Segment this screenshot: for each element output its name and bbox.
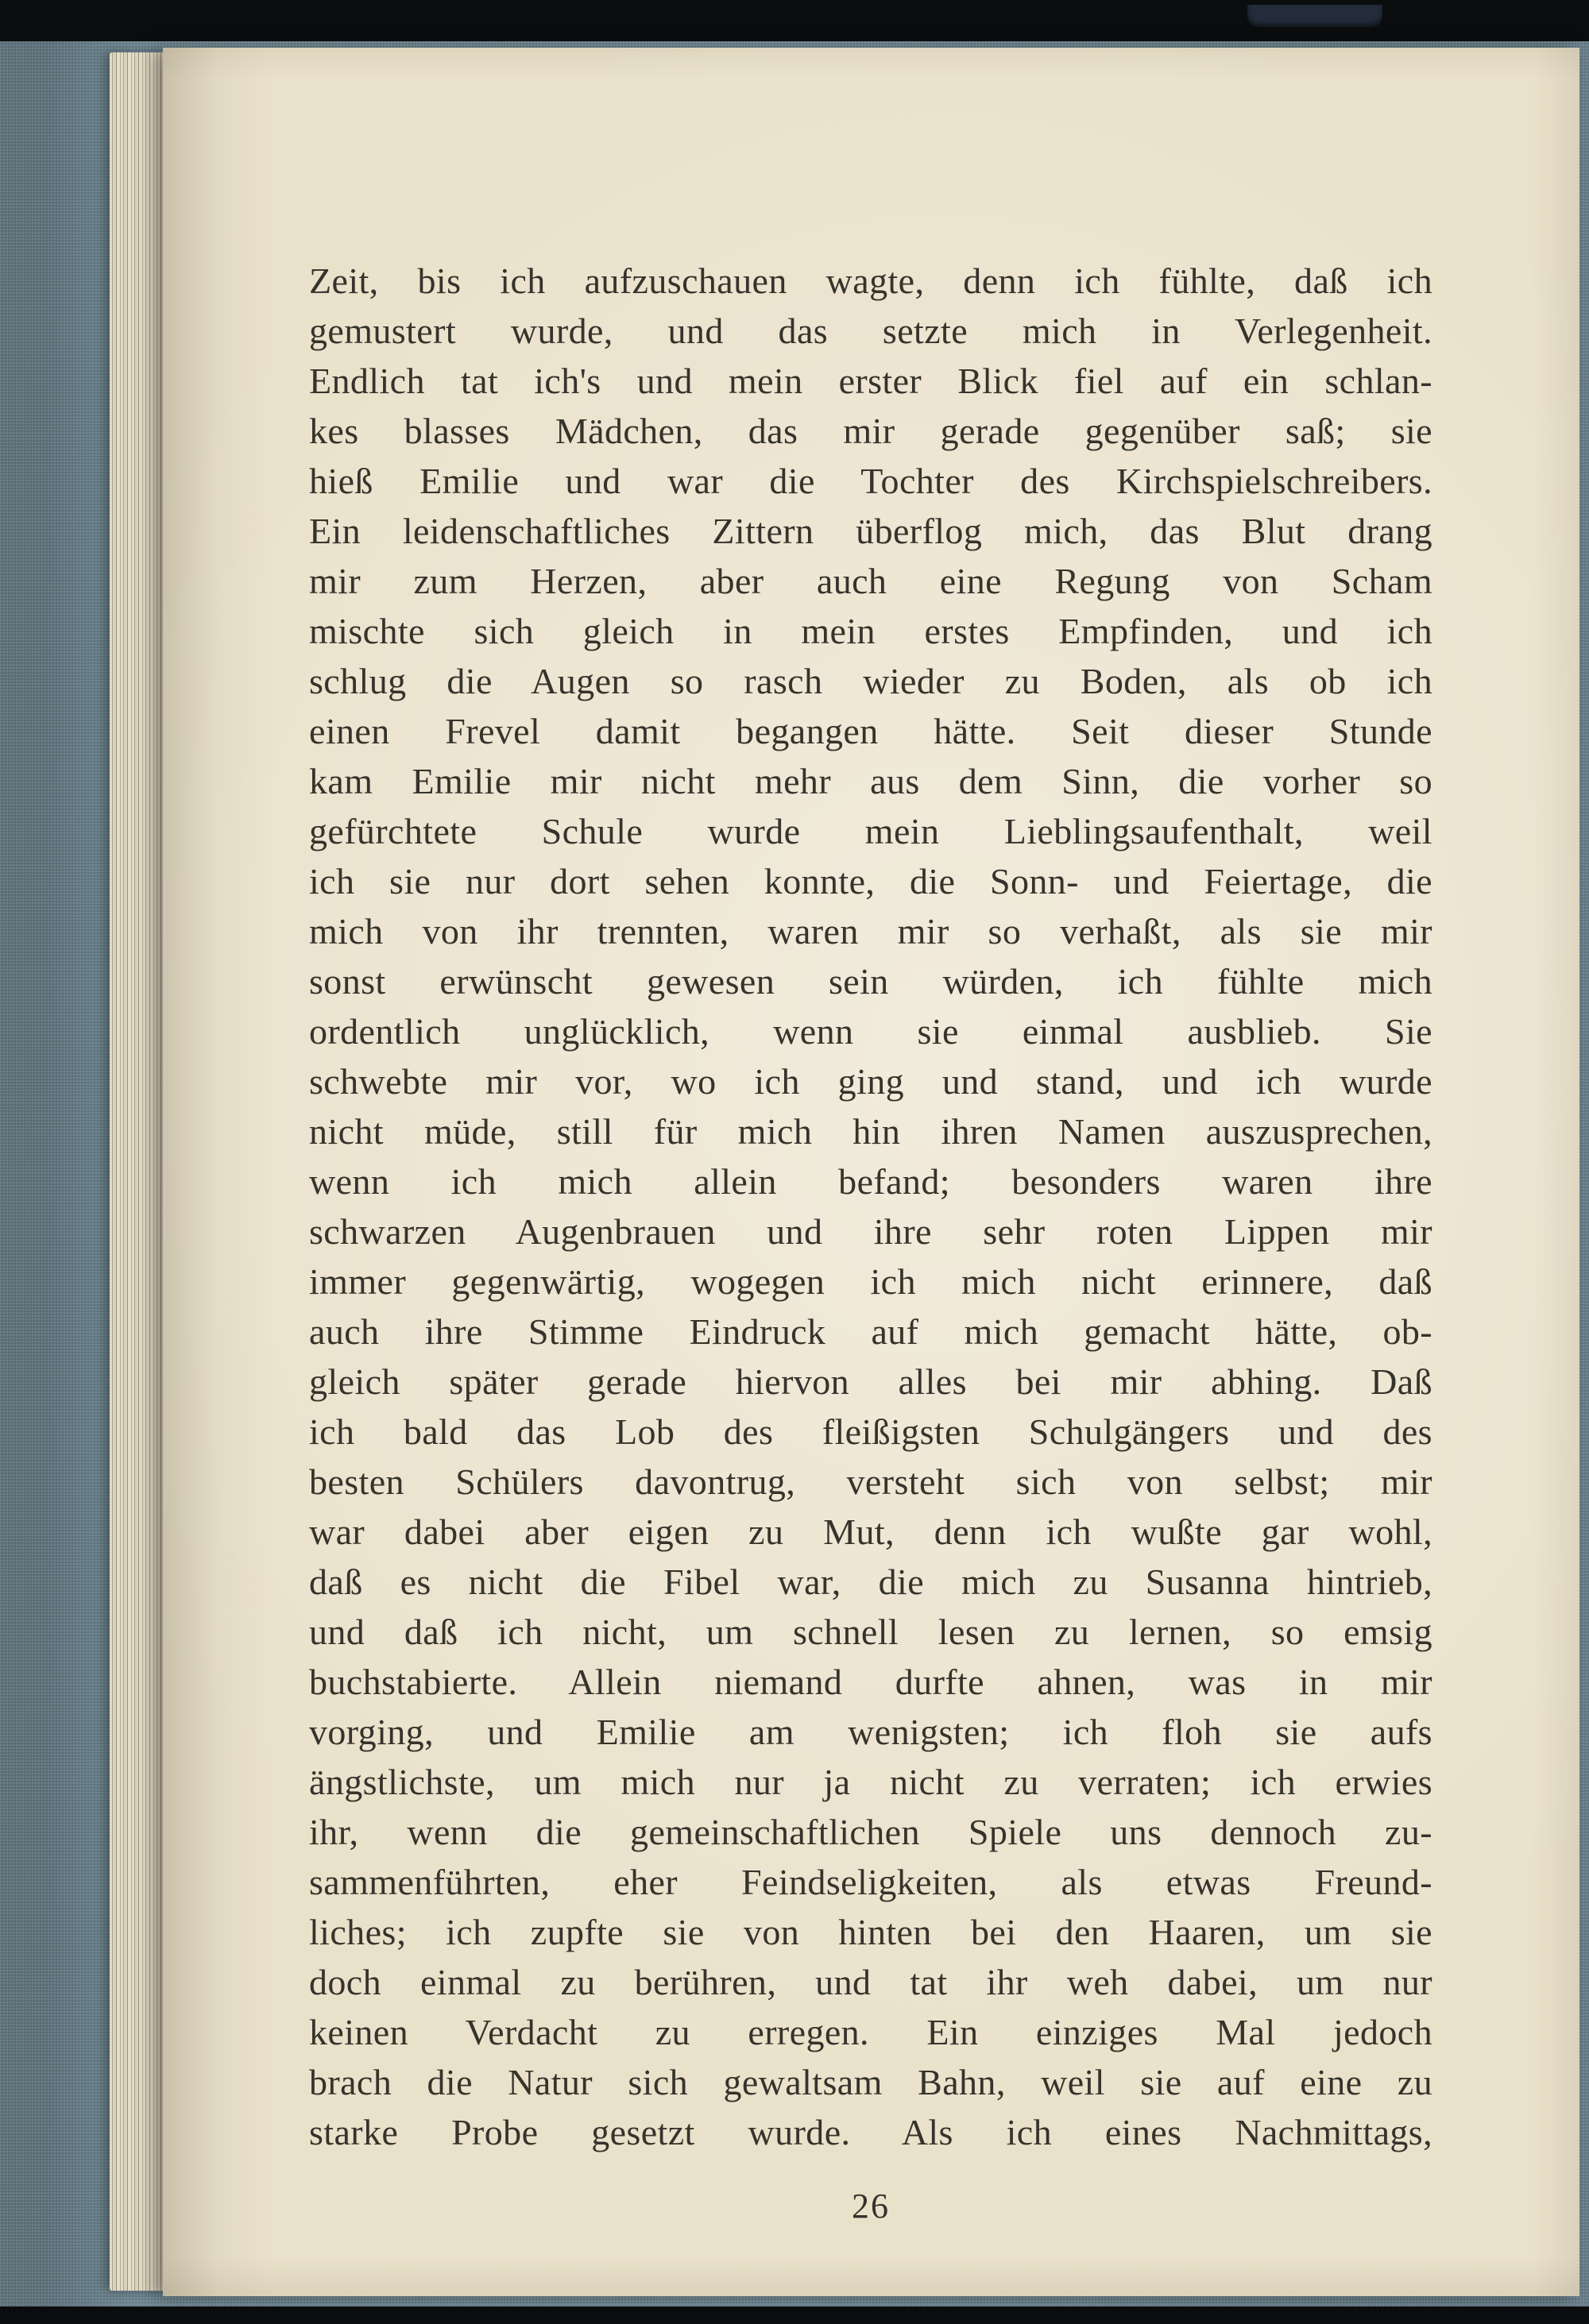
text-line: ängstlichste, um mich nur ja nicht zu verraten; ich erwies <box>309 1762 1432 1802</box>
text-line: kam Emilie mir nicht mehr aus dem Sinn, die vorher so <box>309 761 1432 801</box>
text-line: war dabei aber eigen zu Mut, denn ich wußte gar wohl, <box>309 1511 1432 1552</box>
text-line: sammenführten, eher Feindseligkeiten, als etwas Freund- <box>309 1862 1432 1902</box>
text-line: schwebte mir vor, wo ich ging und stand, und ich wurde <box>309 1061 1432 1102</box>
text-line: sonst erwünscht gewesen sein würden, ich fühlte mich <box>309 961 1432 1002</box>
text-line: schwarzen Augenbrauen und ihre sehr roten Lippen mir <box>309 1211 1432 1252</box>
text-line: Endlich tat ich's und mein erster Blick fiel auf ein schlan- <box>309 361 1432 401</box>
text-line: mich von ihr trennten, waren mir so verhaßt, als sie mir <box>309 911 1432 952</box>
text-line: und daß ich nicht, um schnell lesen zu lernen, so emsig <box>309 1612 1432 1652</box>
page-text <box>309 256 1432 2157</box>
text-line: mischte sich gleich in mein erstes Empfinden, und ich <box>309 611 1432 651</box>
text-line: keinen Verdacht zu erregen. Ein einziges Mal jedoch <box>309 2012 1432 2052</box>
text-line: brach die Natur sich gewaltsam Bahn, weil sie auf eine zu <box>309 2062 1432 2102</box>
text-line: ordentlich unglücklich, wenn sie einmal ausblieb. Sie <box>309 1011 1432 1052</box>
book-headband <box>1247 5 1382 27</box>
text-line: ihr, wenn die gemeinschaftlichen Spiele uns dennoch zu- <box>309 1812 1432 1852</box>
text-line: doch einmal zu berühren, und tat ihr weh dabei, um nur <box>309 1962 1432 2002</box>
text-line: immer gegenwärtig, wogegen ich mich nicht erinnere, daß <box>309 1261 1432 1302</box>
text-line: ich bald das Lob des fleißigsten Schulgängers und des <box>309 1411 1432 1452</box>
text-line: hieß Emilie und war die Tochter des Kirchspielschreibers. <box>309 461 1432 501</box>
text-line: vorging, und Emilie am wenigsten; ich floh sie aufs <box>309 1712 1432 1752</box>
text-line: gleich später gerade hiervon alles bei mir abhing. Daß <box>309 1361 1432 1402</box>
text-line: wenn ich mich allein befand; besonders waren ihre <box>309 1161 1432 1202</box>
text-line: Zeit, bis ich aufzuschauen wagte, denn ich fühlte, daß ich <box>309 261 1432 301</box>
text-line: mir zum Herzen, aber auch eine Regung von Scham <box>309 561 1432 601</box>
text-line: besten Schülers davontrug, versteht sich von selbst; mir <box>309 1461 1432 1502</box>
text-line: kes blasses Mädchen, das mir gerade gegenüber saß; sie <box>309 411 1432 451</box>
text-line: nicht müde, still für mich hin ihren Namen auszusprechen, <box>309 1111 1432 1152</box>
page-number: 26 <box>852 2187 890 2226</box>
text-line: starke Probe gesetzt wurde. Als ich eines Nachmittags, <box>309 2112 1432 2152</box>
page-stack-edges <box>110 52 167 2291</box>
text-line: buchstabierte. Allein niemand durfte ahnen, was in mir <box>309 1662 1432 1702</box>
text-line: einen Frevel damit begangen hätte. Seit dieser Stunde <box>309 711 1432 751</box>
text-line: schlug die Augen so rasch wieder zu Boden, als ob ich <box>309 661 1432 701</box>
text-line: liches; ich zupfte sie von hinten bei den Haaren, um sie <box>309 1912 1432 1952</box>
text-line: auch ihre Stimme Eindruck auf mich gemacht hätte, ob- <box>309 1311 1432 1352</box>
text-line: Ein leidenschaftliches Zittern überflog mich, das Blut drang <box>309 511 1432 551</box>
book-page <box>163 48 1579 2296</box>
text-line: gefürchtete Schule wurde mein Lieblingsaufenthalt, weil <box>309 811 1432 851</box>
bottom-black-bar <box>0 2307 1589 2324</box>
text-line: gemustert wurde, und das setzte mich in Verlegenheit. <box>309 311 1432 351</box>
text-line: daß es nicht die Fibel war, die mich zu Susanna hintrieb, <box>309 1562 1432 1602</box>
text-line: ich sie nur dort sehen konnte, die Sonn- und Feiertage, die <box>309 861 1432 901</box>
